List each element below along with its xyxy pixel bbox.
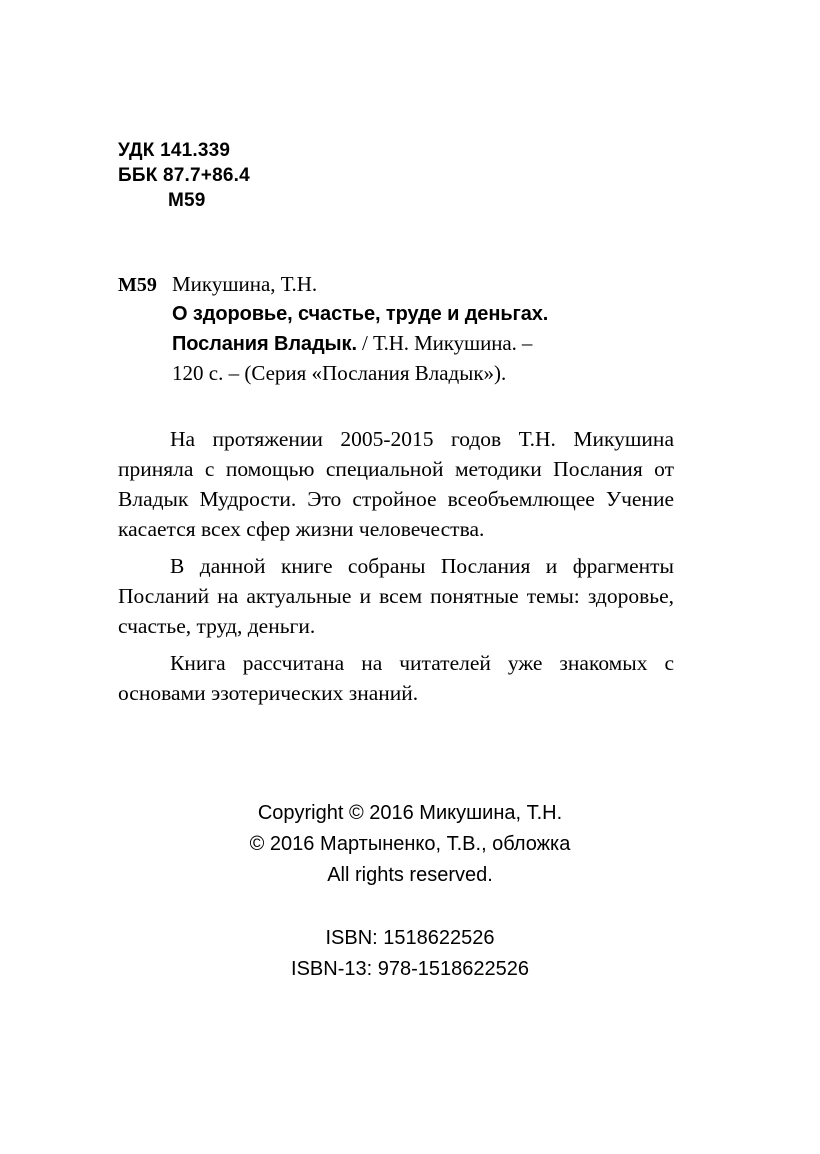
statement-of-responsibility: / Т.Н. Микушина. – — [356, 331, 533, 355]
book-title-line-2 — [172, 329, 678, 359]
biblio-author — [172, 270, 678, 299]
annotation-block — [118, 424, 674, 708]
bibliographic-record — [118, 270, 678, 388]
shelf-mark: М59 — [168, 190, 206, 211]
annotation-paragraph: В данной книге собраны Послания и фрагменты Посланий на актуальные и всем понятные темы: здоровье, счастье, труд, деньги. — [118, 554, 674, 638]
annotation-paragraph: Книга рассчитана на читателей уже знакомых с основами эзотерических знаний. — [118, 651, 674, 705]
biblio-title-row — [118, 300, 678, 388]
isbn-13-line: ISBN-13: 978-1518622526 — [291, 958, 529, 980]
udc-code: УДК 141.339 — [118, 140, 231, 161]
copyright-cover-line: © 2016 Мартыненко, Т.В., обложка — [249, 833, 571, 855]
book-title-line-1: О здоровье, счастье, труде и деньгах. — [172, 303, 549, 325]
annotation-paragraph: На протяжении 2005-2015 годов Т.Н. Микушина приняла с помощью специальной методики Послания от Владык Мудрости. Это стройное всеобъемлющее Учение касается всех сфер жизни человечества. — [118, 427, 674, 541]
biblio-title-block — [172, 300, 678, 388]
isbn-group — [0, 923, 820, 985]
author-name: Микушина, Т.Н. — [172, 272, 318, 296]
all-rights-reserved-line: All rights reserved. — [327, 864, 493, 886]
biblio-code: М59 — [118, 274, 157, 296]
bbk-code: ББК 87.7+86.4 — [118, 165, 250, 186]
colophon-block — [0, 798, 820, 985]
classification-block — [118, 138, 250, 213]
extent-and-series: 120 с. – (Серия «Послания Владык»). — [172, 361, 507, 385]
copyright-author-line: Copyright © 2016 Микушина, Т.Н. — [257, 802, 563, 824]
biblio-first-row — [118, 270, 678, 300]
isbn-10-line: ISBN: 1518622526 — [325, 927, 495, 949]
copyright-group — [0, 798, 820, 891]
series-title-bold: Послания Владык. — [172, 333, 357, 355]
